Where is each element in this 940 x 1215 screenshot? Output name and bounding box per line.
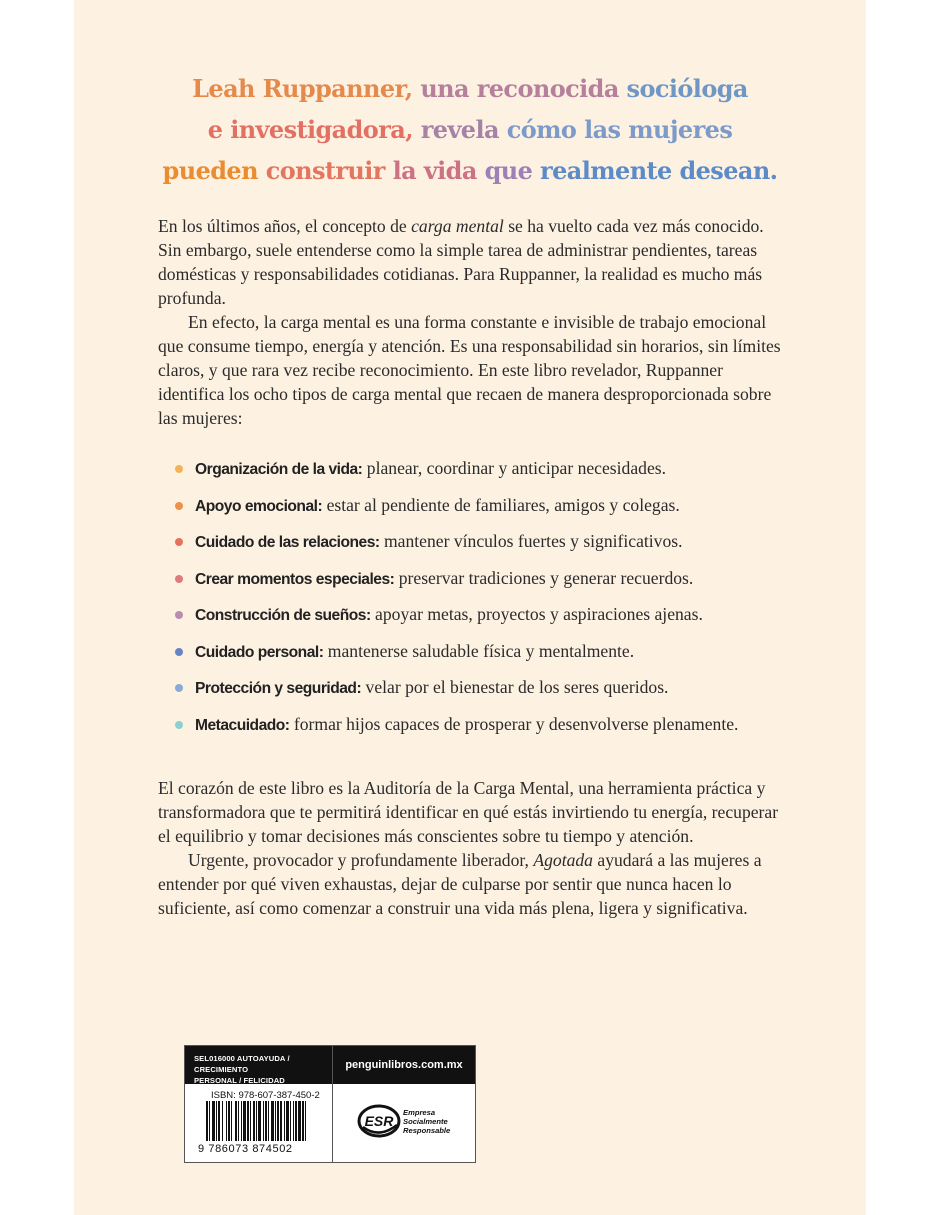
barcode-bar xyxy=(271,1101,274,1141)
imprint-box xyxy=(184,1045,476,1163)
headline-line-3 xyxy=(74,150,866,191)
paragraph-1: En los últimos años, el concepto de carga mental se ha vuelto cada vez más conocido. Sin embargo, suele entenderse como la simple tarea de administrar pendientes, tareas domésticas y responsabilidades cotidianas. Para Ruppanner, la realidad es mucho más profunda. xyxy=(158,216,764,308)
barcode-bar xyxy=(222,1101,223,1141)
list-text: velar por el bienestar de los seres queridos. xyxy=(361,677,669,697)
barcode-bar xyxy=(280,1101,282,1141)
bullet-dot xyxy=(175,684,183,692)
mental-load-list xyxy=(166,456,796,748)
headline-line-2 xyxy=(74,109,866,150)
publisher-website[interactable]: penguinlibros.com.mx xyxy=(333,1046,475,1084)
esr-caption: Empresa Socialmente Responsable xyxy=(403,1108,451,1135)
barcode-bar xyxy=(284,1101,285,1141)
headline xyxy=(74,68,866,191)
barcode-bar xyxy=(235,1101,237,1141)
barcode-bar xyxy=(218,1101,220,1141)
list-item xyxy=(166,529,796,555)
paragraph-3: El corazón de este libro es la Auditoría de la Carga Mental, una herramienta práctica y transformadora que te permitirá identificar en qué estás invirtiendo tu energía, recuperar el equilibrio y tomar decisiones más conscientes sobre tu tiempo y atención. xyxy=(158,778,779,846)
headline-segment: una reconocida xyxy=(412,74,627,103)
esr-logo xyxy=(357,1101,403,1141)
barcode-digits: 9 786073 874502 xyxy=(198,1143,293,1155)
headline-segment: la vida xyxy=(392,156,485,185)
barcode-bar xyxy=(286,1101,289,1141)
barcode-bar xyxy=(250,1101,251,1141)
list-text: apoyar metas, proyectos y aspiraciones ajenas. xyxy=(370,604,703,624)
list-item xyxy=(166,602,796,628)
list-item xyxy=(166,493,796,519)
headline-segment: pueden xyxy=(162,156,266,185)
barcode-bar xyxy=(277,1101,279,1141)
barcode-bar xyxy=(238,1101,239,1141)
bullet-dot xyxy=(175,721,183,729)
barcode-bar xyxy=(295,1101,297,1141)
paragraph-4: Urgente, provocador y profundamente liberador, Agotada ayudará a las mujeres a entender por qué viven exhaustas, dejar de culparse por sentir que nunca hacen lo suficiente, así como comenzar a construir una vida más plena, ligera y significativa. xyxy=(158,850,762,918)
headline-segment: que xyxy=(484,156,541,185)
bullet-dot xyxy=(175,465,183,473)
barcode-bar xyxy=(305,1101,306,1141)
headline-segment: construir xyxy=(265,156,393,185)
barcode-bar xyxy=(256,1101,257,1141)
closing-text xyxy=(158,776,784,920)
headline-segment: cómo las mujeres xyxy=(506,115,733,144)
barcode-bar xyxy=(263,1101,264,1141)
list-text: mantenerse saludable física y mentalmente. xyxy=(323,640,635,661)
barcode-bar xyxy=(302,1101,304,1141)
headline-line-1 xyxy=(74,68,866,109)
barcode xyxy=(198,1101,318,1143)
list-text: estar al pendiente de familiares, amigos y colegas. xyxy=(322,494,680,515)
barcode-bar xyxy=(293,1101,294,1141)
category-label: SEL016000 AUTOAYUDA / CRECIMIENTO PERSONAL / FELICIDAD xyxy=(185,1046,332,1084)
barcode-bar xyxy=(258,1101,261,1141)
list-item xyxy=(166,566,796,592)
bullet-dot xyxy=(175,648,183,656)
barcode-bar xyxy=(241,1101,242,1141)
list-item xyxy=(166,712,796,738)
esr-logo-text: ESR xyxy=(364,1113,394,1129)
list-term: Protección y seguridad: xyxy=(195,680,362,697)
barcode-bar xyxy=(216,1101,217,1141)
emphasis: carga mental xyxy=(411,216,504,236)
bullet-dot xyxy=(175,502,183,510)
list-item xyxy=(166,675,796,701)
headline-segment: revela xyxy=(412,115,507,144)
list-text: planear, coordinar y anticipar necesidades. xyxy=(362,458,666,478)
bullet-dot xyxy=(175,611,183,619)
headline-segment: realmente desean. xyxy=(540,156,778,185)
barcode-bar xyxy=(253,1101,255,1141)
list-term: Cuidado personal: xyxy=(195,643,324,661)
barcode-bar xyxy=(247,1101,249,1141)
barcode-bar xyxy=(290,1101,291,1141)
list-term: Organización de la vida: xyxy=(195,461,363,478)
barcode-bar xyxy=(228,1101,230,1141)
list-term: Crear momentos especiales: xyxy=(195,570,395,588)
barcode-bar xyxy=(243,1101,246,1141)
barcode-bar xyxy=(209,1101,210,1141)
barcode-bar xyxy=(212,1101,215,1141)
bullet-dot xyxy=(175,575,183,583)
headline-segment: e investigadora, xyxy=(207,115,413,144)
list-text: mantener vínculos fuertes y significativos. xyxy=(379,531,683,551)
book-title: Agotada xyxy=(533,850,593,870)
intro-text xyxy=(158,214,784,430)
list-text: preservar tradiciones y generar recuerdos. xyxy=(394,567,694,588)
paragraph-2: En efecto, la carga mental es una forma constante e invisible de trabajo emocional que consume tiempo, energía y atención. Es una responsabilidad sin horarios, sin límites claros, y que rara vez recibe reconocimiento. En este libro revelador, Ruppanner identifica los ocho tipos de carga mental que recaen de manera desproporcionada sobre las mujeres: xyxy=(158,312,781,428)
list-term: Cuidado de las relaciones: xyxy=(195,534,380,551)
list-item xyxy=(166,456,796,482)
list-term: Construcción de sueños: xyxy=(195,607,371,624)
barcode-bar xyxy=(275,1101,276,1141)
list-term: Apoyo emocional: xyxy=(195,497,323,515)
list-text: formar hijos capaces de prosperar y desenvolverse plenamente. xyxy=(289,713,739,734)
barcode-bar xyxy=(226,1101,227,1141)
bullet-dot xyxy=(175,538,183,546)
barcode-bar xyxy=(206,1101,208,1141)
isbn-label: ISBN: 978-607-387-450-2 xyxy=(211,1090,320,1101)
list-item xyxy=(166,639,796,665)
barcode-bar xyxy=(298,1101,301,1141)
divider xyxy=(332,1046,333,1162)
back-cover xyxy=(74,0,866,1215)
barcode-bar xyxy=(268,1101,269,1141)
headline-segment: Leah Ruppanner, xyxy=(192,74,413,103)
barcode-bar xyxy=(265,1101,267,1141)
headline-segment: socióloga xyxy=(626,74,748,103)
barcode-bar xyxy=(231,1101,232,1141)
list-term: Metacuidado: xyxy=(195,716,290,734)
